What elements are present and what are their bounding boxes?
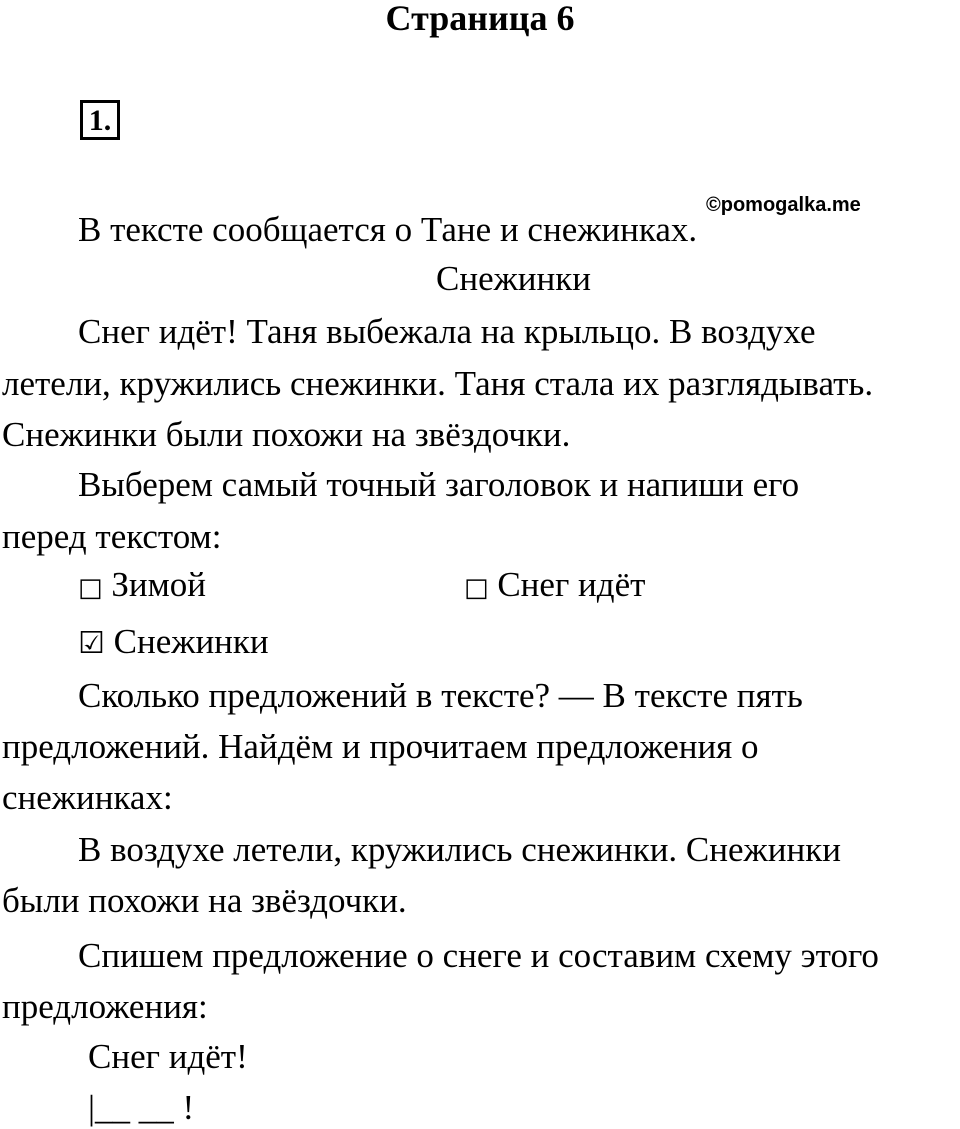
checkbox-empty-icon: □ xyxy=(78,573,103,603)
answer-line: В воздухе летели, кружились снежинки. Снежинки xyxy=(78,830,841,869)
page-title: Страница 6 xyxy=(385,0,575,38)
question-line: Выберем самый точный заголовок и напиши его xyxy=(78,465,800,504)
question-line: перед текстом: xyxy=(2,517,222,556)
story-line: летели, кружились снежинки. Таня стала их разглядывать. xyxy=(2,364,874,403)
sentence-scheme: |__ __ ! xyxy=(88,1088,195,1127)
sentence: Снег идёт! xyxy=(88,1037,248,1076)
answer-line: были похожи на звёздочки. xyxy=(2,881,407,920)
question-line: предложений. Найдём и прочитаем предложения о xyxy=(2,727,759,766)
task-number-box: 1. xyxy=(80,100,120,140)
question-line: Сколько предложений в тексте? — В тексте пять xyxy=(78,676,803,715)
intro-text: В тексте сообщается о Тане и снежинках. xyxy=(78,210,698,249)
checkbox-checked-icon: ☑ xyxy=(78,626,105,661)
story-line: Снег идёт! Таня выбежала на крыльцо. В воздухе xyxy=(78,312,816,351)
option-zimoy xyxy=(78,565,206,608)
question-line: снежинках: xyxy=(2,778,173,817)
option-label: Снежинки xyxy=(113,622,269,661)
option-label: Снег идёт xyxy=(497,565,646,604)
option-snezhinki xyxy=(78,622,269,664)
option-label: Зимой xyxy=(111,565,206,604)
story-line: Снежинки были похожи на звёздочки. xyxy=(2,415,571,454)
question-line: предложения: xyxy=(2,987,208,1026)
watermark: ©pomogalka.me xyxy=(706,194,861,216)
story-title: Снежинки xyxy=(436,259,591,298)
checkbox-empty-icon: □ xyxy=(464,573,489,603)
question-line: Спишем предложение о снеге и составим схему этого xyxy=(78,936,879,975)
option-sneg-idet xyxy=(464,565,645,608)
